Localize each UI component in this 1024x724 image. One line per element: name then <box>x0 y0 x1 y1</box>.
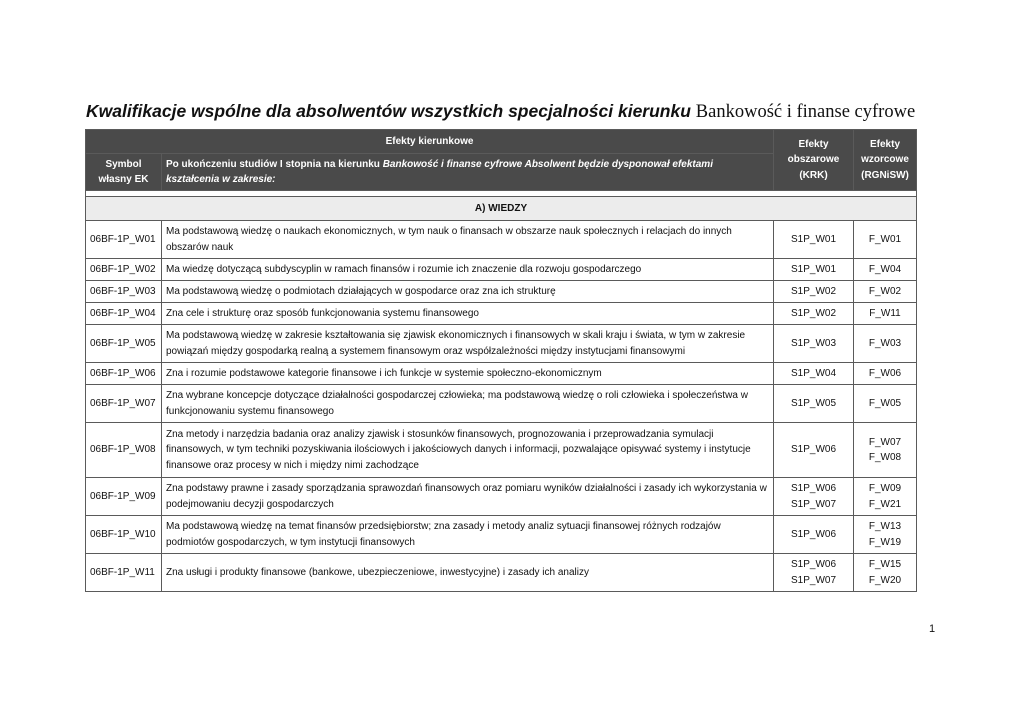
cell-description: Ma wiedzę dotyczącą subdyscyplin w ramach finansów i rozumie ich znaczenie dla rozwoju gospodarczego <box>162 259 774 281</box>
header-efekty-wzorcowe: Efekty wzorcowe (RGNiSW) <box>854 130 917 191</box>
section-heading-wiedzy: A) WIEDZY <box>86 197 917 221</box>
krk-code: S1P_W07 <box>790 498 837 510</box>
cell-symbol: 06BF-1P_W09 <box>86 478 162 516</box>
cell-symbol: 06BF-1P_W07 <box>86 385 162 423</box>
cell-symbol: 06BF-1P_W05 <box>86 325 162 363</box>
cell-rgnisw <box>854 221 917 259</box>
cell-description: Zna podstawy prawne i zasady sporządzania sprawozdań finansowych oraz pomiaru wyników działalności i zasady ich wykorzystania w podejmowaniu decyzji gospodarczych <box>162 478 774 516</box>
table-row <box>86 221 917 259</box>
krk-code: S1P_W01 <box>790 233 837 245</box>
cell-krk <box>774 478 854 516</box>
rgnisw-code: F_W03 <box>868 337 902 349</box>
krk-code: S1P_W01 <box>790 263 837 275</box>
cell-rgnisw <box>854 478 917 516</box>
header-efekty-kierunkowe: Efekty kierunkowe <box>86 130 774 154</box>
header-description <box>162 154 774 191</box>
cell-rgnisw <box>854 259 917 281</box>
cell-description: Zna cele i strukturę oraz sposób funkcjonowania systemu finansowego <box>162 303 774 325</box>
table-row <box>86 385 917 423</box>
rgnisw-code: F_W15 <box>868 559 902 570</box>
header-symbol: Symbol własny EK <box>86 154 162 191</box>
cell-rgnisw <box>854 516 917 554</box>
krk-code: S1P_W06 <box>790 483 837 494</box>
cell-symbol: 06BF-1P_W03 <box>86 281 162 303</box>
cell-symbol: 06BF-1P_W02 <box>86 259 162 281</box>
cell-rgnisw <box>854 303 917 325</box>
krk-code: S1P_W02 <box>790 285 837 297</box>
learning-outcomes-table <box>85 129 917 592</box>
table-row <box>86 259 917 281</box>
table-row <box>86 516 917 554</box>
krk-code: S1P_W05 <box>790 397 837 409</box>
cell-symbol: 06BF-1P_W10 <box>86 516 162 554</box>
cell-rgnisw <box>854 363 917 385</box>
krk-code: S1P_W03 <box>790 337 837 349</box>
cell-description: Ma podstawową wiedzę na temat finansów przedsiębiorstw; zna zasady i metody analiz sytuacji finansowej różnych rodzajów podmiotów gospodarczych, w tym instytucji finansowych <box>162 516 774 554</box>
rgnisw-code: F_W09 <box>868 483 902 494</box>
cell-krk <box>774 259 854 281</box>
rgnisw-code: F_W06 <box>868 367 902 379</box>
table-row <box>86 363 917 385</box>
table-row <box>86 554 917 592</box>
krk-code: S1P_W06 <box>790 444 837 456</box>
rgnisw-code: F_W04 <box>868 263 902 275</box>
cell-description: Ma podstawową wiedzę w zakresie kształtowania się zjawisk ekonomicznych i finansowych w skali kraju i świata, w tym w zakresie powiązań między gospodarką realną a systemem finansowym oraz współzależności między instytucjami finansowymi <box>162 325 774 363</box>
rgnisw-code: F_W13 <box>868 521 902 532</box>
cell-krk <box>774 554 854 592</box>
rgnisw-code: F_W05 <box>868 397 902 409</box>
cell-symbol: 06BF-1P_W04 <box>86 303 162 325</box>
cell-krk <box>774 281 854 303</box>
cell-rgnisw <box>854 325 917 363</box>
rgnisw-code: F_W19 <box>868 536 902 548</box>
rgnisw-code: F_W08 <box>868 452 902 463</box>
table-row <box>86 325 917 363</box>
page-number: 1 <box>929 623 936 635</box>
cell-rgnisw <box>854 423 917 478</box>
rgnisw-code: F_W02 <box>868 285 902 297</box>
cell-rgnisw <box>854 554 917 592</box>
table-row <box>86 281 917 303</box>
cell-description: Zna i rozumie podstawowe kategorie finansowe i ich funkcje w systemie społeczno-ekonomicznym <box>162 363 774 385</box>
cell-description: Ma podstawową wiedzę o naukach ekonomicznych, w tym nauk o finansach w obszarze nauk społecznych i relacjach do innych obszarów nauk <box>162 221 774 259</box>
rgnisw-code: F_W21 <box>868 498 902 510</box>
table-row <box>86 423 917 478</box>
krk-code: S1P_W06 <box>790 559 837 570</box>
cell-krk <box>774 363 854 385</box>
document-title <box>86 100 946 123</box>
table-row <box>86 478 917 516</box>
cell-krk <box>774 385 854 423</box>
header-description-prefix: Po ukończeniu studiów I stopnia na kierunku <box>166 158 383 170</box>
rgnisw-code: F_W11 <box>869 307 901 319</box>
rgnisw-code: F_W01 <box>868 233 902 245</box>
header-efekty-obszarowe: Efekty obszarowe (KRK) <box>774 130 854 191</box>
cell-symbol: 06BF-1P_W06 <box>86 363 162 385</box>
cell-description: Zna usługi i produkty finansowe (bankowe, ubezpieczeniowe, inwestycyjne) i zasady ich analizy <box>162 554 774 592</box>
cell-krk <box>774 303 854 325</box>
cell-krk <box>774 325 854 363</box>
cell-description: Zna wybrane koncepcje dotyczące działalności gospodarczej człowieka; ma podstawową wiedzę o roli człowieka i społeczeństwa w funkcjonowaniu systemu finansowego <box>162 385 774 423</box>
title-plain-part: Bankowość i finanse cyfrowe <box>695 102 916 122</box>
cell-krk <box>774 221 854 259</box>
cell-rgnisw <box>854 281 917 303</box>
cell-symbol: 06BF-1P_W08 <box>86 423 162 478</box>
krk-code: S1P_W06 <box>790 528 837 540</box>
cell-description: Zna metody i narzędzia badania oraz analizy zjawisk i stosunków finansowych, prognozowania i przeprowadzania symulacji finansowych, w tym techniki pozyskiwania ilościowych i jakościowych danych i informacji, pozwalające opisywać systemy i instytucje finansowe oraz procesy w nich i między nimi zachodzące <box>162 423 774 478</box>
rgnisw-code: F_W07 <box>868 436 902 448</box>
cell-description: Ma podstawową wiedzę o podmiotach działających w gospodarce oraz zna ich strukturę <box>162 281 774 303</box>
krk-code: S1P_W02 <box>790 307 837 319</box>
krk-code: S1P_W04 <box>790 367 837 379</box>
cell-krk <box>774 423 854 478</box>
header-description-italic: Bankowość i finanse cyfrowe Absolwent będzie dysponował efektami kształcenia w zakresie: <box>166 158 713 185</box>
cell-symbol: 06BF-1P_W01 <box>86 221 162 259</box>
cell-rgnisw <box>854 385 917 423</box>
cell-krk <box>774 516 854 554</box>
krk-code: S1P_W07 <box>790 574 837 586</box>
table-row <box>86 303 917 325</box>
rgnisw-code: F_W20 <box>868 574 902 586</box>
cell-symbol: 06BF-1P_W11 <box>86 554 162 592</box>
title-bold-part: Kwalifikacje wspólne dla absolwentów wszystkich specjalności kierunku <box>86 101 691 121</box>
